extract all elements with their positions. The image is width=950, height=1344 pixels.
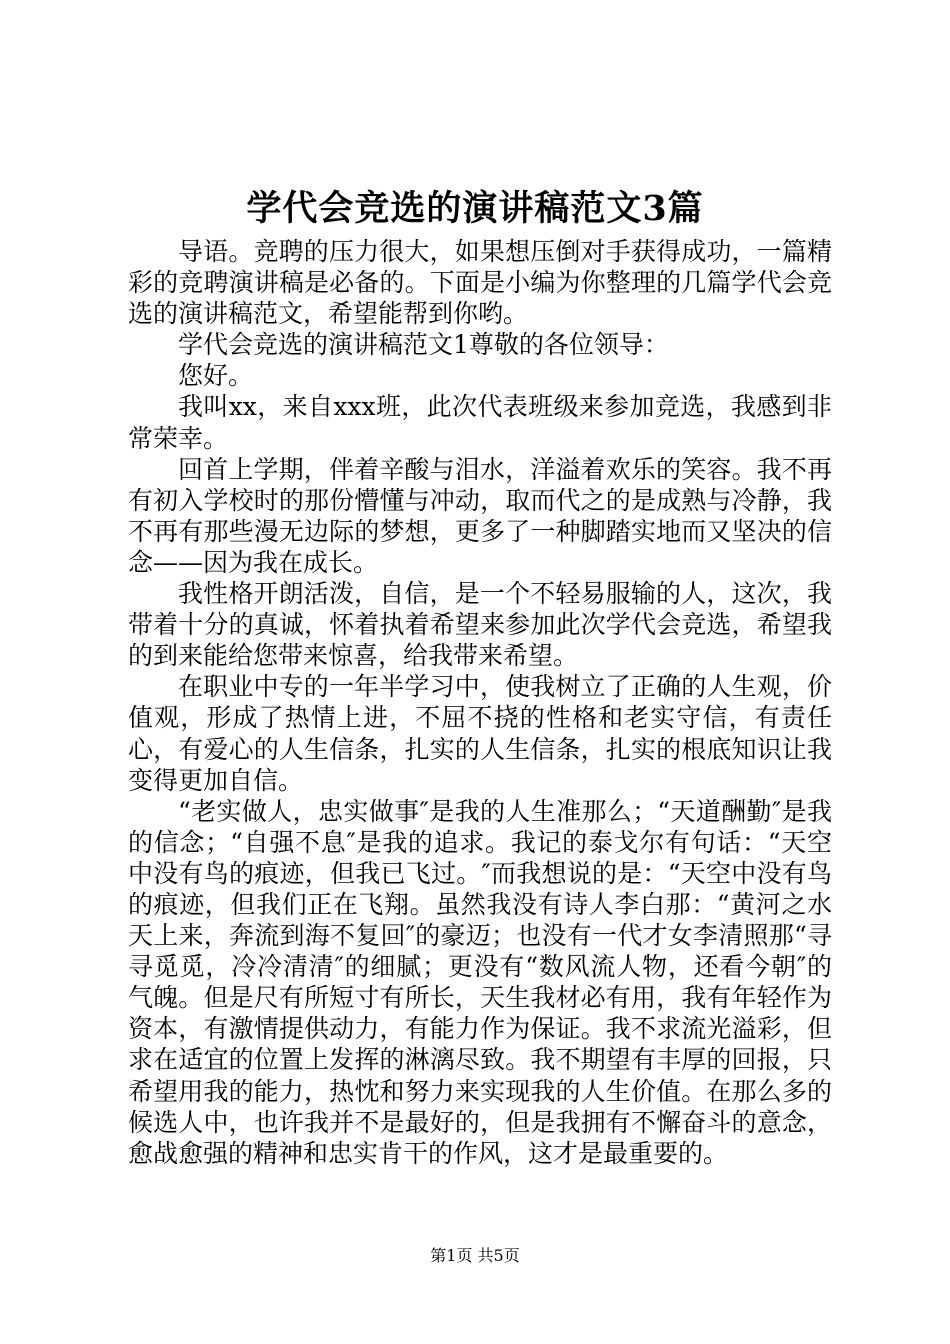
paragraph-personality: 我性格开朗活泼，自信，是一个不轻易服输的人，这次，我带着十分的真诚，怀着执着希望来参加此次学代会竞选，希望我的到来能给您带来惊喜，给我带来希望。 xyxy=(128,579,832,671)
document-title: 学代会竞选的演讲稿范文3篇 xyxy=(246,188,704,229)
paragraph-self-intro: 我叫xx，来自xxx班，此次代表班级来参加竞选，我感到非常荣幸。 xyxy=(128,392,832,453)
paragraph-salutation: 学代会竞选的演讲稿范文1尊敬的各位领导： xyxy=(178,330,669,360)
paragraph-reflection: 回首上学期，伴着辛酸与泪水，洋溢着欢乐的笑容。我不再有初入学校时的那份懵懂与冲动，取而代之的是成熟与冷静，我不再有那些漫无边际的梦想，更多了一种脚踏实地而又坚决的信念——因为我在成长。 xyxy=(128,454,832,577)
paragraph-motto: “老实做人，忠实做事″是我的人生准那么；“天道酬勤″是我的信念；“自强不息″是我的追求。我记的泰戈尔有句话：“天空中没有鸟的痕迹，但我已飞过。″而我想说的是：“天空中没有鸟的痕迹，但我们正在飞翔。虽然我没有诗人李白那：“黄河之水天上来，奔流到海不复回″的豪迈；也没有一代才女李清照那“寻寻觅觅，冷冷清清″的细腻；更没有“数风流人物，还看今朝″的气魄。但是尺有所短寸有所长，天生我材必有用，我有年轻作为资本，有激情提供动力，有能力作为保证。我不求流光溢彩，但求在适宜的位置上发挥的淋漓尽致。我不期望有丰厚的回报，只希望用我的能力，热忱和努力来实现我的人生价值。在那么多的候选人中，也许我并不是最好的，但是我拥有不懈奋斗的意念，愈战愈强的精神和忠实肯干的作风，这才是最重要的。 xyxy=(128,796,832,1168)
page-footer: 第1页 共5页 xyxy=(430,1246,520,1265)
document-body xyxy=(128,236,832,1169)
paragraph-study: 在职业中专的一年半学习中，使我树立了正确的人生观，价值观，形成了热情上进，不屈不挠的性格和老实守信，有责任心，有爱心的人生信条，扎实的人生信条，扎实的根底知识让我变得更加自信。 xyxy=(128,672,832,795)
paragraph-greeting: 您好。 xyxy=(178,361,254,391)
paragraph-intro: 导语。竞聘的压力很大，如果想压倒对手获得成功，一篇精彩的竞聘演讲稿是必备的。下面是小编为你整理的几篇学代会竞选的演讲稿范文，希望能帮到你哟。 xyxy=(128,237,832,329)
